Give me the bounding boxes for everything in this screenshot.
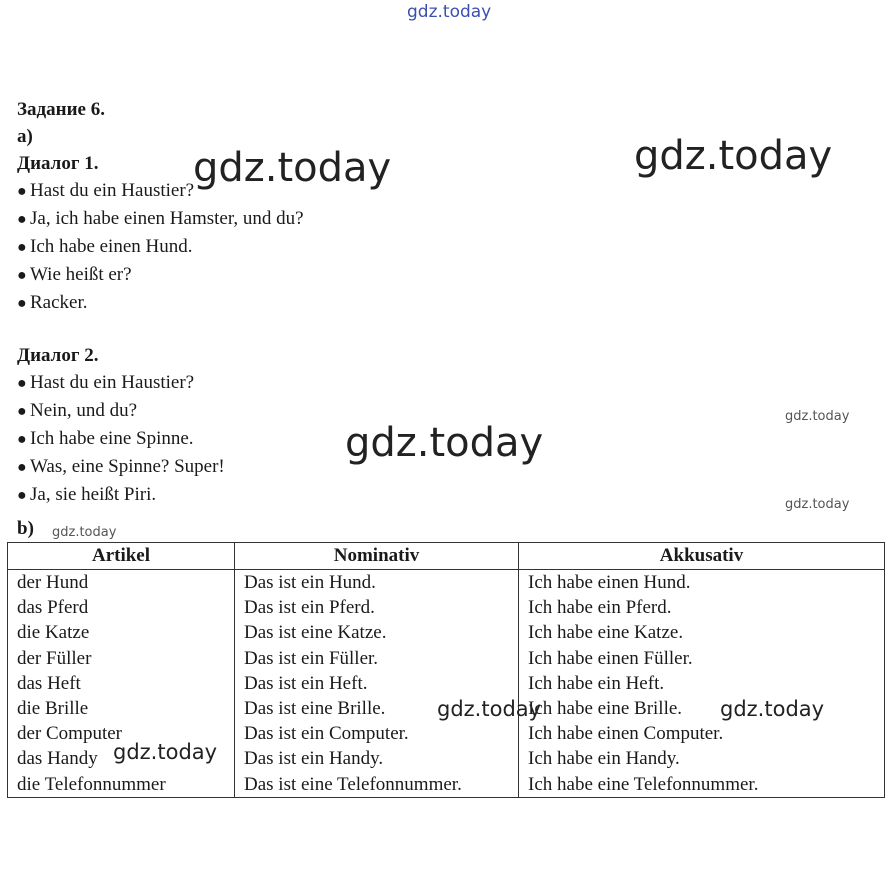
table-cell: der Computer [17,723,123,745]
table-cell: Ich habe eine Telefonnummer. [528,773,759,795]
table-cell: Ich habe ein Heft. [528,672,665,694]
dialog-line: ● Hast du ein Haustier? [17,177,877,205]
table-cell: der Füller [17,647,92,669]
bullet-icon: ● [17,239,27,256]
table-cell: Das ist ein Pferd. [244,597,375,619]
table-cell: Das ist ein Handy. [244,748,384,770]
bullet-icon: ● [17,211,27,228]
watermark-medium: gdz.today [720,697,825,721]
dialog1-title: Диалог 1. [17,153,99,174]
watermark-medium: gdz.today [437,697,542,721]
watermark-large: gdz.today [634,133,833,179]
nominativ-column [235,570,519,798]
part-a-label: a) [17,126,33,147]
akkusativ-column [519,570,885,798]
bullet-icon: ● [17,431,27,448]
table-cell: Das ist ein Computer. [244,723,409,745]
table-cell: das Heft [17,672,81,694]
bullet-icon: ● [17,295,27,312]
table-cell: Ich habe ein Handy. [528,748,680,770]
dialog-line: ● Nein, und du? [17,397,877,425]
table-cell: Das ist eine Brille. [244,698,386,720]
table-cell: das Handy [17,748,98,770]
header-akkusativ: Akkusativ [519,543,885,570]
table-cell: Ich habe einen Computer. [528,723,724,745]
watermark-large: gdz.today [345,420,544,466]
watermark-small: gdz.today [785,497,850,512]
table-cell: Das ist ein Hund. [244,572,376,593]
dialog-line: ● Hast du ein Haustier? [17,369,877,397]
watermark-top: gdz.today [407,2,492,22]
table-cell: Das ist ein Heft. [244,672,368,694]
dialog-line: ● Was, eine Spinne? Super! [17,453,877,481]
part-b-label: b) [17,518,34,539]
dialog-line: ● Ich habe einen Hund. [17,233,877,261]
table-cell: die Katze [17,622,90,644]
watermark-small: gdz.today [52,525,117,540]
dialog-line: ● Ja, ich habe einen Hamster, und du? [17,205,877,233]
table-cell: Das ist ein Füller. [244,647,379,669]
watermark-medium: gdz.today [113,740,218,764]
dialog-line: ● Ich habe eine Spinne. [17,425,877,453]
table-cell: Ich habe ein Pferd. [528,597,672,619]
task-title: Задание 6. [17,99,105,120]
bullet-icon: ● [17,487,27,504]
table-cell: die Telefonnummer [17,773,166,795]
bullet-icon: ● [17,403,27,420]
bullet-icon: ● [17,459,27,476]
table-header-row [8,543,885,570]
header-artikel: Artikel [8,543,235,570]
dialog-line: ● Racker. [17,289,877,317]
dialog2-title: Диалог 2. [17,345,99,366]
table-cell: Ich habe einen Füller. [528,647,693,669]
bullet-icon: ● [17,267,27,284]
dialog-line: ● Wie heißt er? [17,261,877,289]
table-cell: die Brille [17,698,89,720]
watermark-small: gdz.today [785,409,850,424]
watermark-large: gdz.today [193,145,392,191]
table-cell: Das ist eine Telefonnummer. [244,773,462,795]
table-cell: Das ist eine Katze. [244,622,387,644]
dialog-line: ● Ja, sie heißt Piri. [17,481,877,509]
table-cell: Ich habe eine Katze. [528,622,684,644]
table-cell: Ich habe einen Hund. [528,572,691,593]
bullet-icon: ● [17,183,27,200]
table-cell: Ich habe eine Brille. [528,698,683,720]
bullet-icon: ● [17,375,27,392]
table-cell: der Hund [17,572,89,593]
table-cell: das Pferd [17,597,89,619]
header-nominativ: Nominativ [235,543,519,570]
